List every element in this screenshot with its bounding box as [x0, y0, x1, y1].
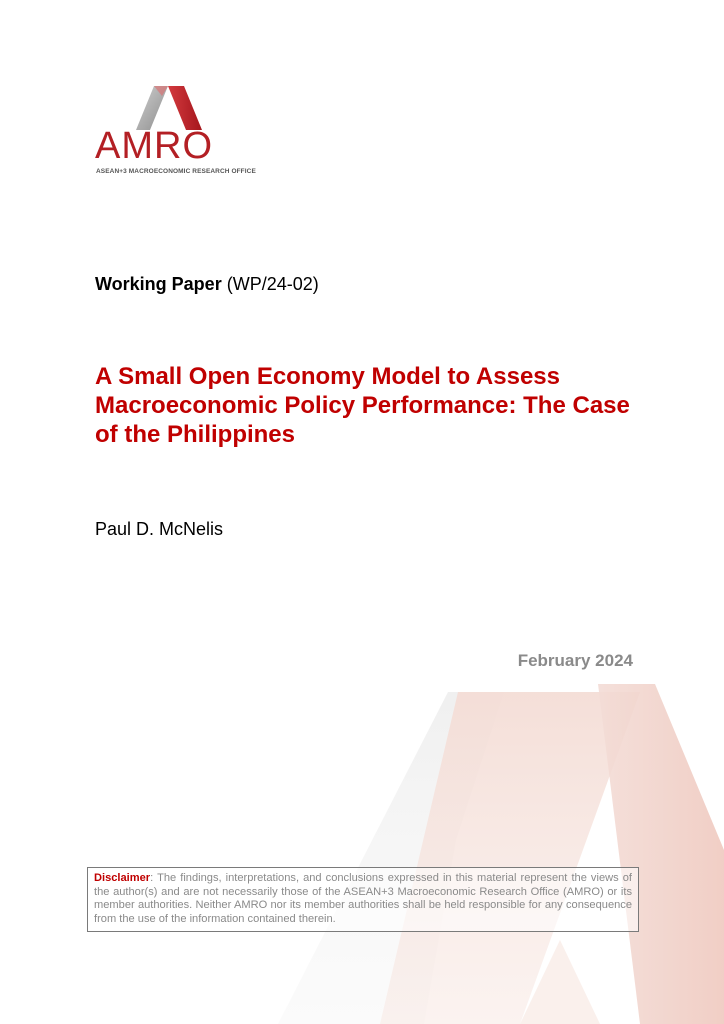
publication-date: February 2024 [517, 651, 633, 670]
amro-logo [94, 86, 256, 178]
logo-subtitle: ASEAN+3 MACROECONOMIC RESEARCH OFFICE [96, 168, 256, 175]
series-number: (WP/24-02) [226, 274, 319, 294]
author-name: Paul D. McNelis [95, 519, 224, 539]
working-paper-line [95, 272, 319, 296]
paper-title: A Small Open Economy Model to Assess Macroeconomic Policy Performance: The Case of the Philippines [95, 363, 630, 448]
series-label: Working Paper [95, 274, 222, 294]
disclaimer-box [87, 867, 639, 932]
disclaimer-label: Disclaimer [94, 872, 151, 884]
disclaimer-text: : The findings, interpretations, and conclusions expressed in this material represent the views of the author(s) and are not necessarily those of the ASEAN+3 Macroeconomic Research Office (AMRO) or its member authorities. Neither AMRO nor its member authorities shall be held responsible for any consequence from the use of the information contained therein. [94, 872, 632, 925]
logo-wordmark: AMRO [95, 125, 213, 167]
amro-a-mark-icon [136, 86, 202, 130]
